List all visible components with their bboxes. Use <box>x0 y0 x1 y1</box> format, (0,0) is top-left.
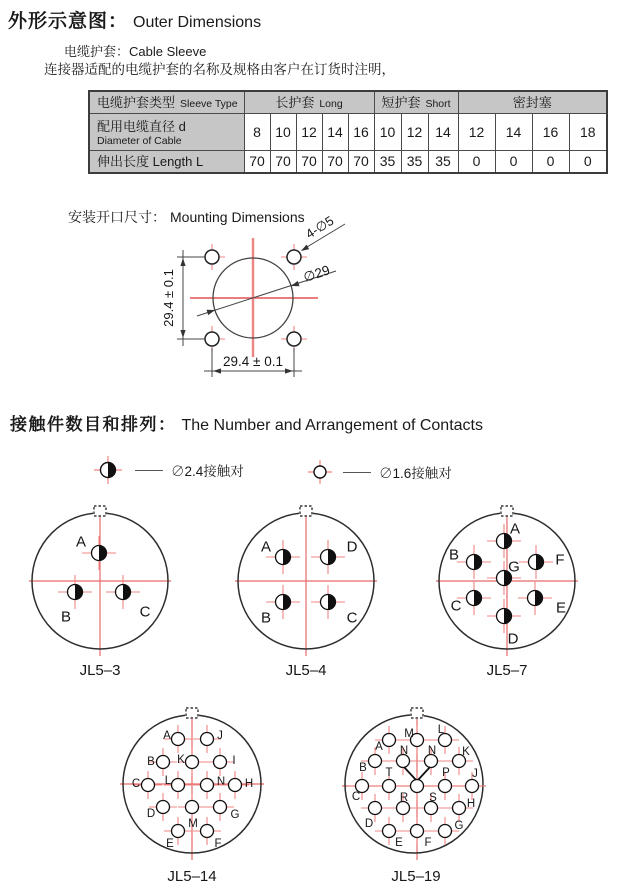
legend-label-1.6: ∅1.6接触对 <box>379 466 452 481</box>
table-value-cell: 12 <box>296 113 322 150</box>
table-value-cell: 10 <box>270 113 296 150</box>
table-value-cell: 16 <box>532 113 569 150</box>
contact-label: C <box>351 791 361 804</box>
contact-label: M <box>188 818 198 831</box>
keying-notch-icon <box>94 506 106 516</box>
dimension-arrow <box>207 310 215 315</box>
contact-label: F <box>424 837 432 850</box>
contact-label: G <box>230 809 240 822</box>
connector-caption: JL5–14 <box>167 868 217 885</box>
mounting-diagram <box>161 213 345 377</box>
table-value-cell: 14 <box>428 113 458 150</box>
contact-label: C <box>450 597 462 615</box>
contact <box>186 801 199 814</box>
contact-label: F <box>555 551 565 569</box>
table-value-cell: 18 <box>569 113 607 150</box>
dimension-arrow <box>291 281 299 286</box>
contact-half-fill <box>536 555 544 570</box>
mounting-title-zh: 安装开口尺寸： <box>68 209 166 225</box>
contact-label: D <box>346 538 358 556</box>
contact-label: H <box>466 798 476 811</box>
contact-label: P <box>442 767 450 780</box>
connector-caption: JL5–7 <box>486 662 528 679</box>
contact-label: R <box>399 792 409 805</box>
contact-label: K <box>462 746 470 759</box>
contact-half-fill <box>535 591 543 606</box>
contact <box>453 802 466 815</box>
contact <box>172 825 185 838</box>
keying-notch-icon <box>501 506 513 516</box>
contact <box>157 801 170 814</box>
contact-half-fill <box>474 555 482 570</box>
row-label-zh: 配用电缆直径 d <box>97 119 186 134</box>
connector-diagram-JL5-19 <box>342 708 486 885</box>
dimension-arrow <box>180 258 185 266</box>
row-label-en: Diameter of Cable <box>97 135 182 147</box>
table-value-cell: 70 <box>322 150 348 173</box>
contact-label: T <box>385 767 393 780</box>
contact-label: E <box>166 838 174 851</box>
contact-leader-line <box>418 767 430 780</box>
contact-label: C <box>131 778 141 791</box>
contact-half-fill <box>283 595 291 610</box>
table-value-cell: 0 <box>569 150 607 173</box>
table-value-cell: 0 <box>458 150 495 173</box>
contact <box>383 734 396 747</box>
contact <box>383 780 396 793</box>
contact <box>172 733 185 746</box>
table-value-cell: 0 <box>495 150 532 173</box>
connector-diagram-JL5-4 <box>235 506 377 679</box>
contact-label: A <box>509 520 521 538</box>
table-value-cell: 35 <box>428 150 458 173</box>
keying-notch-icon <box>300 506 312 516</box>
contact-half-fill <box>99 546 107 561</box>
contact-label: B <box>448 546 460 564</box>
contact-label: N <box>399 745 409 758</box>
contact-label: G <box>454 820 464 833</box>
contact <box>186 756 199 769</box>
row-label-zh: 伸出长度 Length L <box>97 154 204 170</box>
connector-caption: JL5–3 <box>79 662 121 679</box>
table-value-cell: 35 <box>401 150 428 173</box>
contact-label: G <box>508 558 520 576</box>
contact-label: A <box>260 538 272 556</box>
contact-half-fill <box>474 591 482 606</box>
contact <box>142 779 155 792</box>
header-en: Sleeve Type <box>180 98 238 111</box>
diagram-text: 4-∅5 <box>302 212 337 242</box>
group-zh: 长护套 <box>275 95 315 111</box>
contact-label: K <box>177 754 185 767</box>
dimension-arrow <box>180 330 185 338</box>
contact <box>369 755 382 768</box>
contact-label: A <box>163 730 171 743</box>
contacts-title-en: The Number and Arrangement of Contacts <box>181 417 483 434</box>
table-value-cell: 12 <box>401 113 428 150</box>
contact-half-fill <box>328 550 336 565</box>
contact-half-fill <box>75 585 83 600</box>
contact <box>383 825 396 838</box>
table-value-cell: 0 <box>532 150 569 173</box>
mounting-hole <box>287 250 301 264</box>
table-value-cell: 10 <box>374 113 401 150</box>
contact-label: D <box>146 808 156 821</box>
contact <box>229 779 242 792</box>
contact-half-fill <box>123 585 131 600</box>
contact-label: M <box>404 728 414 741</box>
table-value-cell: 12 <box>458 113 495 150</box>
table-value-cell: 70 <box>244 150 270 173</box>
contact <box>201 779 214 792</box>
contact-label: H <box>244 778 254 791</box>
contact-half-fill <box>283 550 291 565</box>
connector-caption: JL5–4 <box>285 662 327 679</box>
contact-label: J <box>217 730 223 743</box>
table-value-cell: 35 <box>374 150 401 173</box>
group-zh: 密封塞 <box>512 95 552 111</box>
keying-notch-icon <box>411 708 423 718</box>
table-value-cell: 70 <box>270 150 296 173</box>
legend-label-2.4: ∅2.4接触对 <box>171 464 244 479</box>
contact <box>466 780 479 793</box>
contact <box>214 801 227 814</box>
dimension-arrow <box>301 245 309 251</box>
main-title-en: Outer Dimensions <box>133 14 262 31</box>
connector-diagram-JL5-7 <box>436 506 578 679</box>
mounting-hole <box>205 332 219 346</box>
table-value-cell: 14 <box>495 113 532 150</box>
contact-label: B <box>359 762 367 775</box>
contact <box>411 780 424 793</box>
group-en: Short <box>425 98 451 111</box>
mounting-hole <box>205 250 219 264</box>
diagram-text: 29.4 ± 0.1 <box>223 354 283 369</box>
contact <box>411 825 424 838</box>
table-value-cell: 70 <box>348 150 374 173</box>
table-value-cell: 70 <box>296 150 322 173</box>
contact <box>201 825 214 838</box>
table-value-cell: 16 <box>348 113 374 150</box>
cable-sleeve-label: 电缆护套：Cable Sleeve <box>64 44 207 59</box>
contact-label: B <box>60 608 72 626</box>
contact-half-fill <box>328 595 336 610</box>
contact-label: I <box>232 755 236 768</box>
contact <box>201 733 214 746</box>
table-value-cell: 8 <box>244 113 270 150</box>
mounting-title-en: Mounting Dimensions <box>170 209 305 225</box>
contact-half-fill <box>504 609 512 624</box>
contacts-title-zh: 接触件数目和排列： <box>10 415 177 434</box>
contact <box>369 802 382 815</box>
keying-notch-icon <box>186 708 198 718</box>
contact <box>439 780 452 793</box>
group-en: Long <box>319 98 343 111</box>
header-zh: 电缆护套类型 <box>97 95 176 111</box>
contact <box>157 756 170 769</box>
contact <box>214 756 227 769</box>
contact-label: D <box>507 630 519 648</box>
dimension-arrow <box>285 368 293 373</box>
contact-label: L <box>164 775 172 788</box>
table-value-cell: 14 <box>322 113 348 150</box>
contact-label: F <box>214 838 222 851</box>
contact-label: N <box>427 745 437 758</box>
contact <box>439 825 452 838</box>
contact <box>172 779 185 792</box>
cable-sleeve-note: 连接器适配的电缆护套的名称及规格由客户在订货时注明， <box>44 62 395 77</box>
contact-label: L <box>437 724 445 737</box>
connector-caption: JL5–19 <box>391 868 441 885</box>
diagram-text: ∅29 <box>301 262 332 285</box>
group-zh: 短护套 <box>381 95 421 111</box>
contact-label: S <box>429 792 437 805</box>
connector-diagram-JL5-14 <box>120 708 264 885</box>
contact-label: E <box>395 837 403 850</box>
contact-label: C <box>139 603 151 621</box>
contact-label: B <box>260 609 272 627</box>
diagram-text: 29.4 ± 0.1 <box>161 269 176 327</box>
connector-diagram-JL5-3 <box>29 506 171 679</box>
dimension-arrow <box>213 368 221 373</box>
contact-label: C <box>346 609 358 627</box>
contact-label: B <box>147 756 155 769</box>
contact-label: D <box>364 818 374 831</box>
mounting-hole <box>287 332 301 346</box>
contact-leader-line <box>404 767 416 780</box>
contact-label: A <box>375 741 383 754</box>
main-title-zh: 外形示意图： <box>8 11 129 32</box>
contact-label: N <box>216 776 226 789</box>
contact-label: E <box>555 599 567 617</box>
contact-label: J <box>472 768 478 781</box>
contact-label: A <box>75 533 87 551</box>
